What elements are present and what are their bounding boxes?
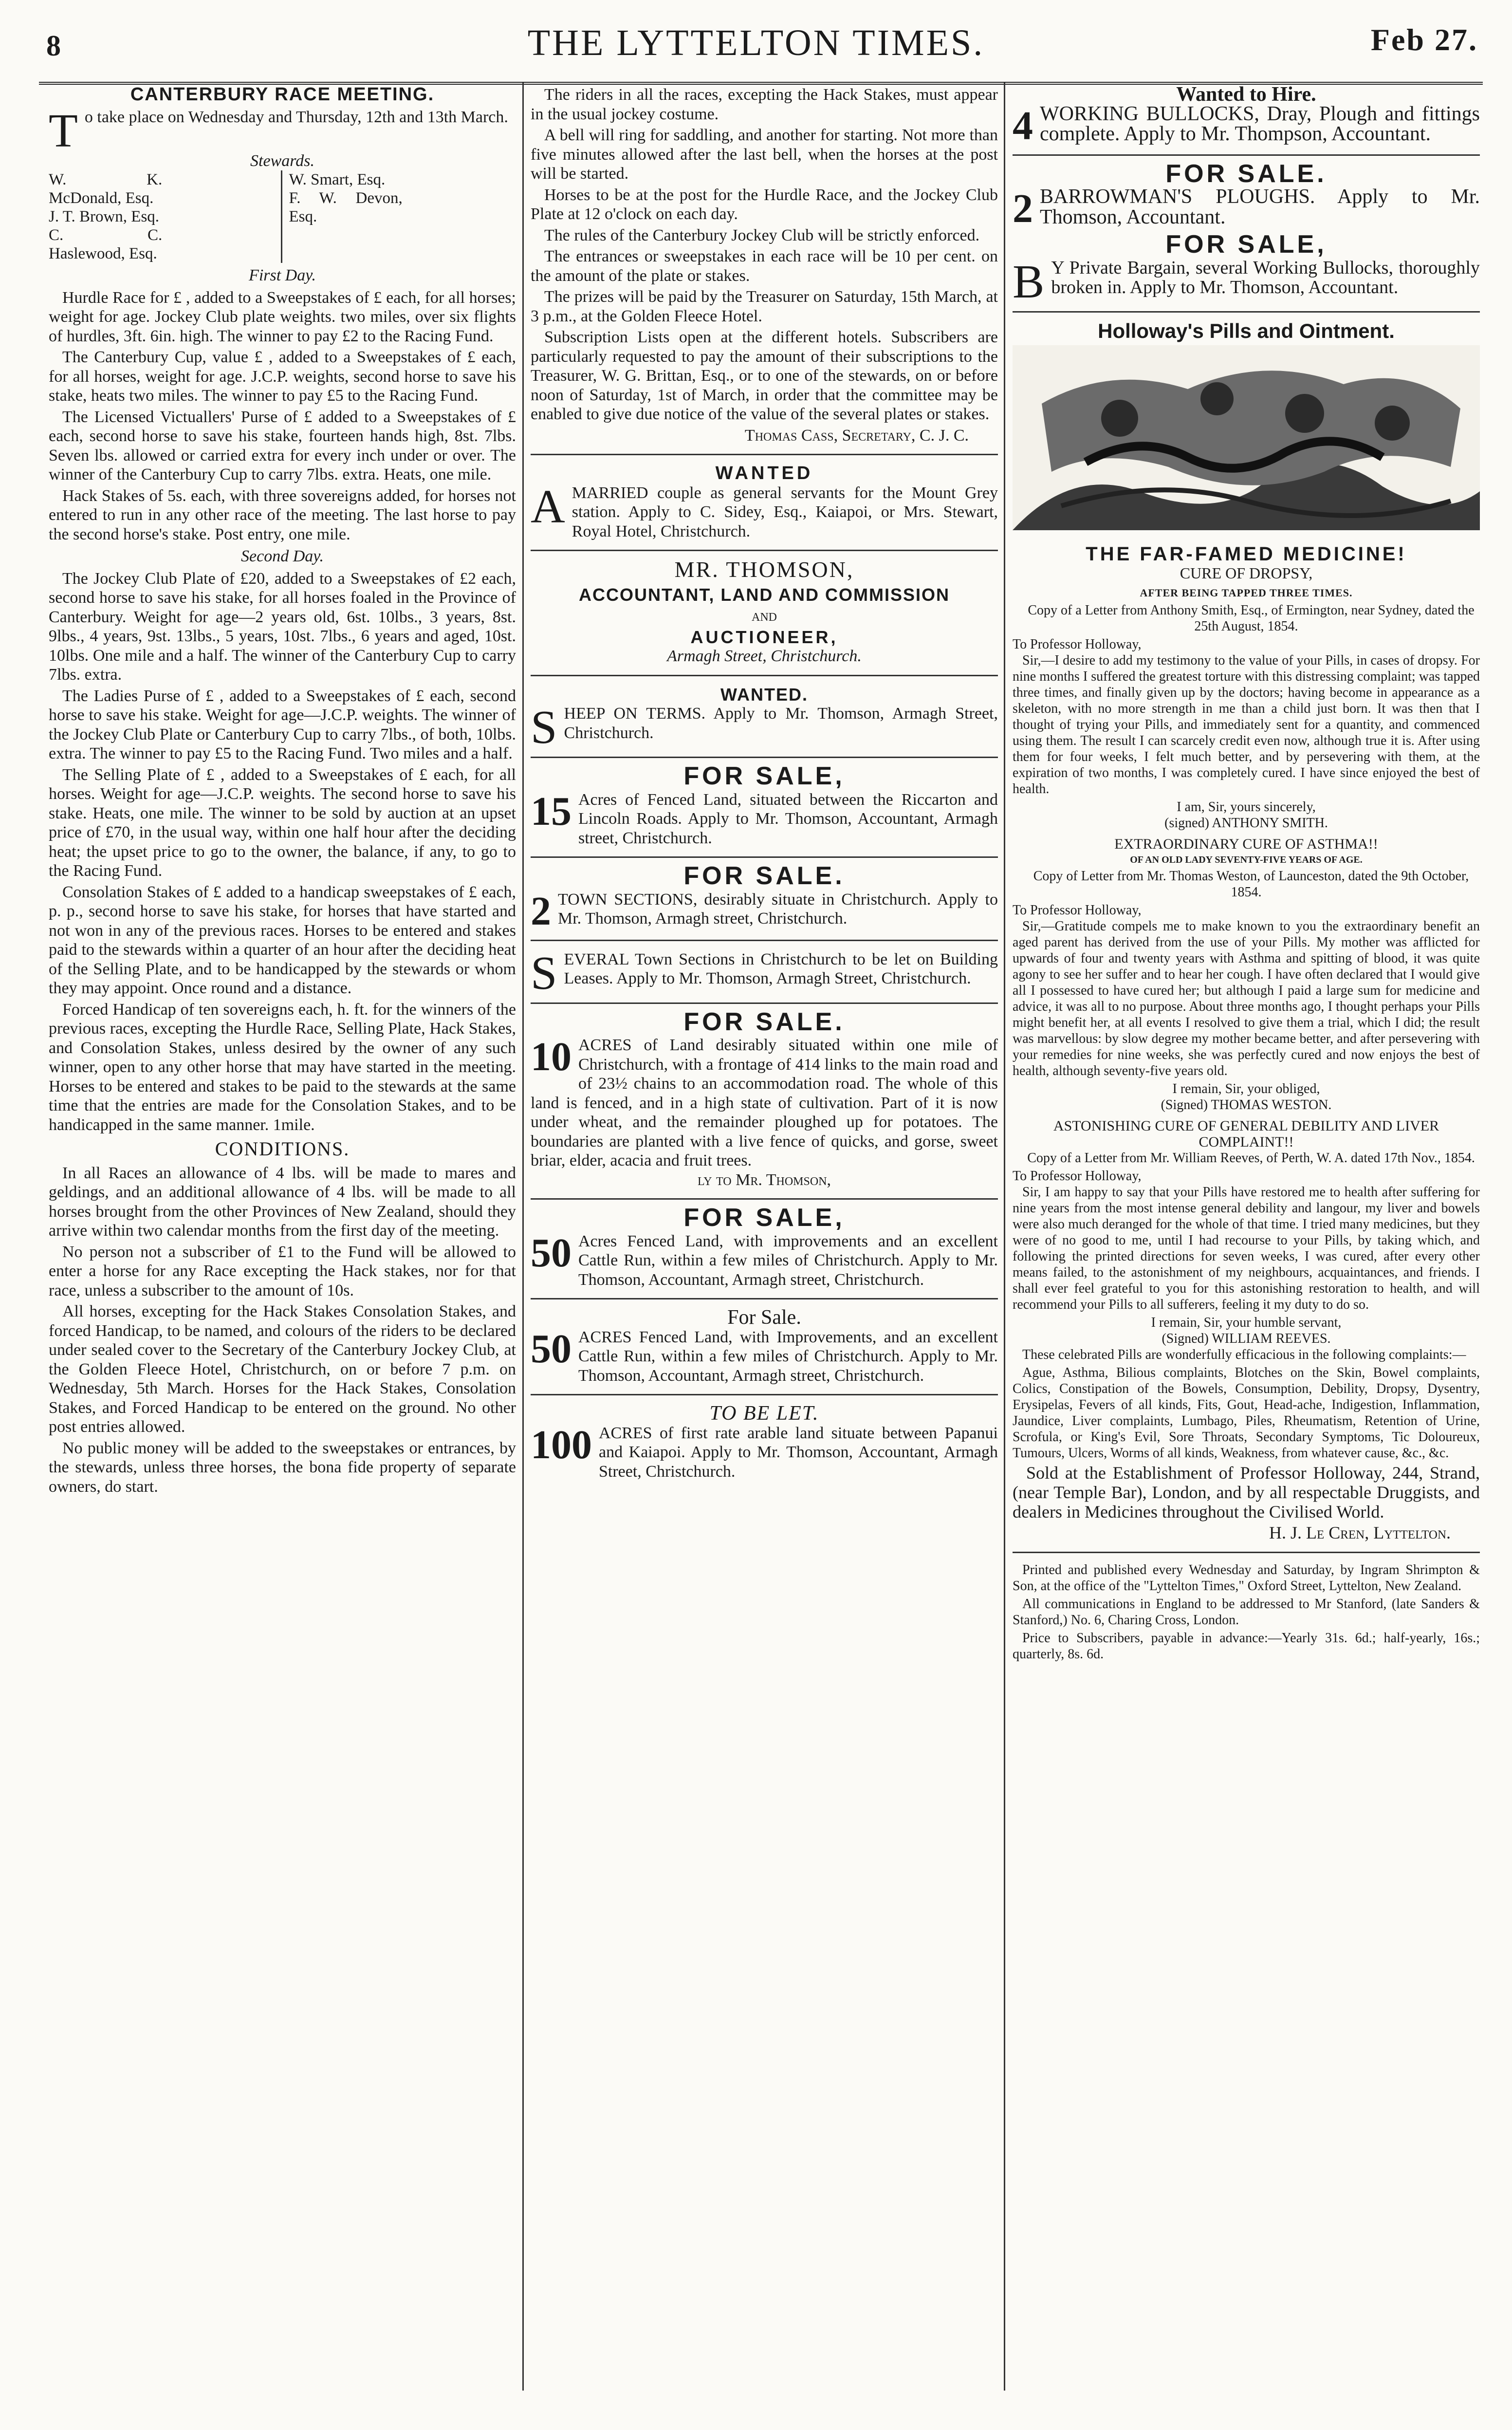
ad-text: Y Private Bargain, several Working Bullocks, thoroughly broken in. Apply to Mr. Thomson, Accountant.	[1051, 258, 1480, 297]
letter-salutation: To Professor Holloway,	[1013, 1169, 1142, 1184]
canterbury-cup: The Canterbury Cup, value £ , added to a Sweepstakes of £ each, for all horses, weight for age. J.C.P. weights, second horse to save his stake, heats two miles. The winner to pay £5 to the Racing Fund.	[49, 348, 516, 405]
first-day-label: First Day.	[249, 266, 316, 284]
complaints-list: Ague, Asthma, Bilious complaints, Blotches on the Skin, Bowel complaints, Colics, Constipation of the Bowels, Consumption, Debility, Dropsy, Dysentry, Erysipelas, Fevers of all kinds, Fits, Gout, Head-ache, Indigestion, Inflammation, Jaundice, Liver complaints, Lumbago, Piles, Rheumatism, Retention of Urine, Scrofula, or King's Evil, Sore Throats, Secondary Symptoms, Tic Doloureux, Tumours, Ulcers, Worms of all kinds, Weakness, from whatever cause, &c., &c.	[1013, 1365, 1480, 1461]
newspaper-title: THE LYTTELTON TIMES.	[527, 22, 985, 63]
letter-heading: Copy of a Letter from Anthony Smith, Esq., of Ermington, near Sydney, dated the 25th August, 1854.	[1028, 603, 1475, 634]
fifty-acres-ad-2	[531, 1328, 998, 1386]
condition: In all Races an allowance of 4 lbs. will be made to mares and geldings, and an additional allowance of 4 lbs. will be made to all horses brought from the other Provinces of New Zealand, should they arrive within two calendar months from the first day of the meeting.	[49, 1164, 516, 1240]
steward: W. K. McDonald, Esq.	[49, 171, 163, 207]
printed-by: Printed and published every Wednesday and Saturday, by Ingram Shrimpton & Son, at the office of the "Lyttelton Times," Oxford Street, Lyttelton, New Zealand.	[1013, 1562, 1480, 1594]
letter-close: I remain, Sir, your humble servant,	[1151, 1315, 1342, 1330]
column-divider	[1004, 83, 1005, 2391]
letter-body: Sir,—Gratitude compels me to make known to you the extraordinary benefit an aged parent has derived from the use of your Pills. My mother was afflicted for upwards of four and twenty years with Asthma and spitting of blood, it was quite agony to see her suffer and to hear her cough. I have often declared that I would give all I possessed to have cured her; but although I paid a large sum for medicine and advice, it was all to no purpose. About three months ago, I thought perhaps your Pills might benefit her, at all events I resolved to give them a trial, which I did; the result was marvellous: by slow degree my mother became better, and after persevering with your remedies for nine weeks, she was perfectly cured and now enjoys the best of health, although seventy-five years old.	[1013, 919, 1480, 1078]
debility-heading: ASTONISHING CURE OF GENERAL DEBILITY AND LIVER COMPLAINT!!	[1053, 1118, 1439, 1150]
drop-cap: S	[531, 704, 557, 748]
asthma-subheading: OF AN OLD LADY SEVENTY-FIVE YEARS OF AGE.	[1130, 854, 1363, 865]
for-sale-heading: FOR SALE,	[683, 1204, 845, 1232]
hire-heading: Wanted to Hire.	[1176, 83, 1316, 106]
for-sale-heading: FOR SALE,	[683, 762, 845, 790]
ad-signature: ly to Mr. Thomson,	[697, 1170, 831, 1189]
to-be-let-heading: TO BE LET.	[709, 1402, 819, 1425]
letter-signature: (Signed) WILLIAM REEVES.	[1162, 1331, 1331, 1346]
licensed-victuallers-purse: The Licensed Victuallers' Purse of £ added to a Sweepstakes of £ each, second horse to save his stake, fourteen hands high, 8st. 7lbs. Seven lbs. allowed or carried extra for every inch under or over. The winner of the Canterbury Cup to carry 7lbs. extra. Heats, one mile.	[49, 408, 516, 483]
letter-close: I am, Sir, yours sincerely,	[1177, 799, 1316, 815]
stewards-list	[49, 170, 516, 263]
drop-cap: S	[531, 949, 557, 994]
ad-text: MARRIED couple as general servants for the Mount Grey station. Apply to C. Sidey, Esq., Kaiapoi, or Mrs. Stewart, Royal Hotel, Christchurch.	[572, 483, 998, 540]
ad-text: Acres of Fenced Land, situated between the Riccarton and Lincoln Roads. Apply to Mr. Thomson, Accountant, Armagh street, Christchurch.	[578, 790, 998, 847]
divider	[1013, 154, 1480, 156]
second-day-label: Second Day.	[241, 547, 324, 565]
ad-number: 50	[531, 1231, 572, 1276]
wanted-couple-ad	[531, 483, 998, 541]
forced-handicap: Forced Handicap of ten sovereigns each, h. ft. for the winners of the previous races, excepting the Hurdle Race, Selling Plate, Hack Stakes, and Consolation Stakes, unless desired by the owner of any such winner, open to any other horse that may have started in the meeting. Horses to be entered and stakes to be paid to the stewards at the same time that the entries are made for the Consolation Stakes, and to be handicapped in the same manner. 1mile.	[49, 1000, 516, 1134]
thomson-role: ACCOUNTANT, LAND AND COMMISSION	[579, 584, 950, 605]
ad-number: 10	[531, 1036, 572, 1079]
for-sale-heading: For Sale.	[727, 1306, 801, 1329]
bullocks-hire-ad	[1013, 105, 1480, 146]
race-rules: The rules of the Canterbury Jockey Club will be strictly enforced.	[544, 226, 980, 244]
letter-body: Sir, I am happy to say that your Pills have restored me to health after suffering for nine years from the most intense general debility and langour, my liver and bowels were also much deranged for the whole of that time. I tried many medicines, but they were of no good to me, until I had recourse to your Pills, by taking which, and following the printed directions for seven weeks, I was cured, after every other means failed, to the astonishment of my neighbours, acquaintances, and friends. I shall ever feel grateful to you for this astonishing restoration to health, and will recommend your Pills to all sufferers, feeling it my duty to do so.	[1013, 1185, 1480, 1312]
race-rules: The entrances or sweepstakes in each race will be 10 per cent. on the amount of the plate or stakes.	[531, 247, 998, 285]
ad-text: ACRES Fenced Land, with Improvements, and an excellent Cattle Run, within a few miles of Christchurch. Apply to Mr. Thomson, Accountant, Armagh street, Christchurch.	[578, 1328, 998, 1385]
race-rules: Horses to be at the post for the Hurdle Race, and the Jockey Club Plate at 12 o'clock on each day.	[531, 185, 998, 223]
dropsy-heading: CURE OF DROPSY,	[1180, 564, 1313, 582]
divider	[531, 1198, 998, 1200]
far-famed-heading: THE FAR-FAMED MEDICINE!	[1086, 543, 1407, 565]
column-3	[1013, 85, 1480, 1664]
steward: C. C. Haslewood, Esq.	[49, 226, 163, 262]
communications: All communications in England to be addressed to Mr Stanford, (late Sanders & Stanford,) No. 6, Charing Cross, London.	[1013, 1596, 1480, 1628]
working-bullocks-ad	[1013, 259, 1480, 302]
race-meeting-heading: CANTERBURY RACE MEETING.	[130, 84, 435, 105]
steward: F. W. Devon, Esq.	[289, 189, 403, 225]
ad-text: HEEP ON TERMS. Apply to Mr. Thomson, Armagh Street, Christchurch.	[564, 705, 998, 742]
allegorical-illustration	[1013, 345, 1480, 530]
divider	[531, 454, 998, 455]
divider	[531, 1394, 998, 1395]
steward: W. Smart, Esq.	[289, 171, 386, 188]
town-sections-ad	[531, 890, 998, 931]
sheep-ad	[531, 704, 998, 748]
hundred-acres-ad	[531, 1424, 998, 1482]
conditions-heading: CONDITIONS.	[215, 1138, 350, 1160]
subscription-price: Price to Subscribers, payable in advance:—Yearly 31s. 6d.; half-yearly, 16s.; quarterly, 8s. 6d.	[1013, 1630, 1480, 1662]
letter-signature: (Signed) THOMAS WESTON.	[1161, 1097, 1332, 1113]
ad-number: 2	[531, 890, 551, 931]
tapped-subheading: AFTER BEING TAPPED THREE TIMES.	[1140, 586, 1353, 599]
thomson-and: AND	[752, 611, 777, 624]
steward: J. T. Brown, Esq.	[49, 208, 160, 225]
ad-number: 50	[531, 1327, 572, 1372]
ad-text: EVERAL Town Sections in Christchurch to be let on Building Leases. Apply to Mr. Thomson, Armagh Street, Christchurch.	[564, 950, 998, 987]
condition: No person not a subscriber of £1 to the Fund will be allowed to enter a horse for any Race excepting the Hack stakes, nor for that race, unless a subscriber to the amount of 10s.	[49, 1243, 516, 1299]
divider	[1013, 1552, 1480, 1553]
for-sale-heading: FOR SALE.	[1165, 159, 1327, 188]
selling-plate: The Selling Plate of £ , added to a Sweepstakes of £ each, for all horses. Weight for age—J.C.P. weights. The second horse to save his stake. Heats, one mile. The winner to be sold by auction at an upset price of £70, in the usual way, within one half hour after the deciding heat; the upset price to go to the owner, the balance, if any, to go to the Racing Fund.	[49, 765, 516, 880]
hurdle-race: Hurdle Race for £ , added to a Sweepstakes of £ each, for all horses; weight for age. Jockey Club plate weights. two miles, over six flights of hurdles, 3ft. 6in. high. The winner to pay £2 to the Racing Fund.	[49, 288, 516, 345]
ad-number: 100	[531, 1423, 592, 1467]
letter-heading: Copy of Letter from Mr. Thomas Weston, of Launceston, dated the 9th October, 1854.	[1033, 869, 1469, 900]
wanted-heading: WANTED.	[720, 684, 808, 705]
ad-number: 15	[531, 790, 572, 834]
asthma-heading: EXTRAORDINARY CURE OF ASTHMA!!	[1114, 836, 1378, 852]
issue-date: Feb 27.	[1370, 22, 1478, 57]
holloway-testimonials	[1013, 602, 1480, 1461]
ad-number: 4	[1013, 104, 1033, 146]
divider	[531, 856, 998, 858]
complaints-intro: These celebrated Pills are wonderfully efficacious in the following complaints:—	[1022, 1347, 1466, 1362]
divider	[531, 675, 998, 676]
wanted-heading: WANTED	[715, 463, 813, 483]
holloway-heading: Holloway's Pills and Ointment.	[1098, 319, 1395, 342]
letter-salutation: To Professor Holloway,	[1013, 637, 1142, 652]
stewards-label: Stewards.	[250, 151, 314, 170]
ad-text: ACRES of first rate arable land situate between Papanui and Kaiapoi. Apply to Mr. Thomson, Accountant, Armagh Street, Christchurch.	[599, 1424, 998, 1481]
column-2	[531, 85, 998, 1481]
letter-body: Sir,—I desire to add my testimony to the value of your Pills, in cases of dropsy. For nine months I suffered the greatest torture with this distressing complaint; was tapped three times, and finally given up by the doctors; having become in appearance as a skeleton, with no more strength in me than a child just born. It was then that I thought of trying your Pills, and immediately sent for a quantity, and commenced using them. The result I can scarcely credit even now, although true it is. After using them for four weeks, I felt much better, and by persevering with them, at the expiration of two months, I was completely cured. I have since enjoyed the best of health.	[1013, 653, 1480, 797]
consolation-stakes: Consolation Stakes of £ added to a handicap sweepstakes of £ each, p. p., second horse to save his stake, for horses that have started and not won in any of the previous races. Horses to be entered and stakes paid to the stewards within a quarter of an hour after the deciding heat of the Selling Plate, and to be handicapped by the stewards or whom they may appoint. Once round and a distance.	[49, 883, 516, 997]
divider	[531, 1298, 998, 1299]
divider	[531, 940, 998, 941]
jockey-club-plate: The Jockey Club Plate of £20, added to a Sweepstakes of £2 each, second horse to save his stake, for all horses foaled in the Province of Canterbury. Weight for age—2 years old, 6st. 10lbs., 3 years, 8st. 9lbs., 4 years, 9st. 13lbs., 5 years, 10st. 7lbs., 6 years and aged, 10st. 10lbs. One mile and a half. The winner of the Canterbury Cup to carry 7lbs. extra.	[49, 569, 516, 684]
race-rules: A bell will ring for saddling, and another for starting. Not more than five minutes allowed after the last bell, when the horses at the post will be started.	[531, 126, 998, 183]
condition: No public money will be added to the sweepstakes or entrances, by the stewards, unless three horses, the bona fide property of separate owners, do start.	[49, 1439, 516, 1496]
race-rules: The riders in all the races, excepting the Hack Stakes, must appear in the usual jockey costume.	[531, 86, 998, 123]
agent-signature: H. J. Le Cren, Lyttelton.	[1269, 1523, 1451, 1542]
column-divider	[522, 83, 524, 2391]
condition: All horses, excepting for the Hack Stakes Consolation Stakes, and forced Handicap, to be named, and colours of the riders to be declared under sealed cover to the Secretary of the Canterbury Jockey Club, at the Golden Fleece Hotel, Christchurch, on or before 7 p.m. on Wednesday, 5th March. Horses for the Hack Stakes, Consolation Stakes, and Forced Handicap to be entered on the ground. No other post entries allowed.	[49, 1302, 516, 1436]
thomson-name: MR. THOMSON,	[674, 557, 854, 582]
divider	[531, 757, 998, 758]
ploughs-ad	[1013, 187, 1480, 228]
fenced-land-ad	[531, 790, 998, 848]
letter-salutation: To Professor Holloway,	[1013, 903, 1142, 918]
divider	[1013, 311, 1480, 313]
for-sale-heading: FOR SALE.	[683, 862, 845, 890]
race-rules: The prizes will be paid by the Treasurer on Saturday, 15th March, at 3 p.m., at the Golden Fleece Hotel.	[531, 288, 998, 325]
letter-heading: Copy of a Letter from Mr. William Reeves, of Perth, W. A. dated 17th Nov., 1854.	[1027, 1150, 1475, 1166]
ad-text: ACRES of Land desirably situated within one mile of Christchurch, with a frontage of 414 links to the main road and of 23½ chains to an accommodation road. The whole of this land is fenced, and in a high state of cultivation. Part of it is now under wheat, and the remainder ploughed up for potatoes. The boundaries are planted with a live fence of quicks, and gorse, sweet briar, elder, acacia and fruit trees.	[531, 1036, 998, 1169]
hack-stakes: Hack Stakes of 5s. each, with three sovereigns added, for horses not entered to run in any other race of the meeting. The last horse to pay the second horse's stake. Post entry, one mile.	[49, 486, 516, 543]
masthead	[19, 19, 1493, 68]
for-sale-heading: FOR SALE.	[683, 1007, 845, 1036]
ad-text: WORKING BULLOCKS, Dray, Plough and fittings complete. Apply to Mr. Thompson, Accountant.	[1040, 104, 1480, 145]
drop-cap: T	[49, 107, 78, 151]
building-leases-ad	[531, 950, 998, 994]
ad-text: BARROWMAN'S PLOUGHS. Apply to Mr. Thomson, Accountant.	[1040, 187, 1480, 228]
intro-text: o take place on Wednesday and Thursday, 12th and 13th March.	[84, 108, 508, 126]
ad-number: 2	[1013, 187, 1033, 228]
ladies-purse: The Ladies Purse of £ , added to a Sweepstakes of £ each, second horse to save his stake. Weight for age—J.C.P. weights. The winner of the Jockey Club Plate or Canterbury Cup to carry 7lbs., of both, 10lbs. extra. The winner to pay £5 to the Racing Fund. Two miles and a half.	[49, 686, 516, 762]
letter-close: I remain, Sir, your obliged,	[1172, 1081, 1320, 1096]
ad-text: Acres Fenced Land, with improvements and an excellent Cattle Run, within a few miles of Christchurch. Apply to Mr. Thomson, Accountant, Armagh street, Christchurch.	[578, 1232, 998, 1289]
ten-acres-ad	[531, 1036, 998, 1170]
thomson-address: Armagh Street, Christchurch.	[667, 647, 862, 665]
fifty-acres-ad	[531, 1232, 998, 1290]
thomson-auctioneer: AUCTIONEER,	[690, 627, 838, 647]
race-rules: Subscription Lists open at the different hotels. Subscribers are particularly requested to pay the amount of their subscriptions to the Treasurer, W. G. Brittan, Esq., or to one of the stewards, on or before noon of Saturday, 1st of March, in order that the committee may be enabled to give due notice of the value of the several plates or stakes.	[531, 328, 998, 423]
for-sale-heading: FOR SALE,	[1165, 230, 1327, 259]
secretary-signature: Thomas Cass, Secretary, C. J. C.	[744, 426, 969, 445]
holloway-sold-at: Sold at the Establishment of Professor Holloway, 244, Strand, (near Temple Bar), London, and by all respectable Druggists, and dealers in Medicines throughout the Civilised World.	[1013, 1463, 1480, 1521]
imprint	[1013, 1562, 1480, 1662]
divider	[531, 550, 998, 551]
race-intro	[49, 108, 516, 151]
divider	[531, 1002, 998, 1004]
column-1	[49, 85, 516, 1498]
drop-cap: B	[1013, 258, 1045, 302]
letter-signature: (signed) ANTHONY SMITH.	[1164, 816, 1328, 831]
ad-text: TOWN SECTIONS, desirably situate in Christchurch. Apply to Mr. Thomson, Armagh street, Christchurch.	[558, 890, 998, 927]
drop-cap: A	[531, 483, 565, 533]
page-number: 8	[46, 30, 61, 62]
